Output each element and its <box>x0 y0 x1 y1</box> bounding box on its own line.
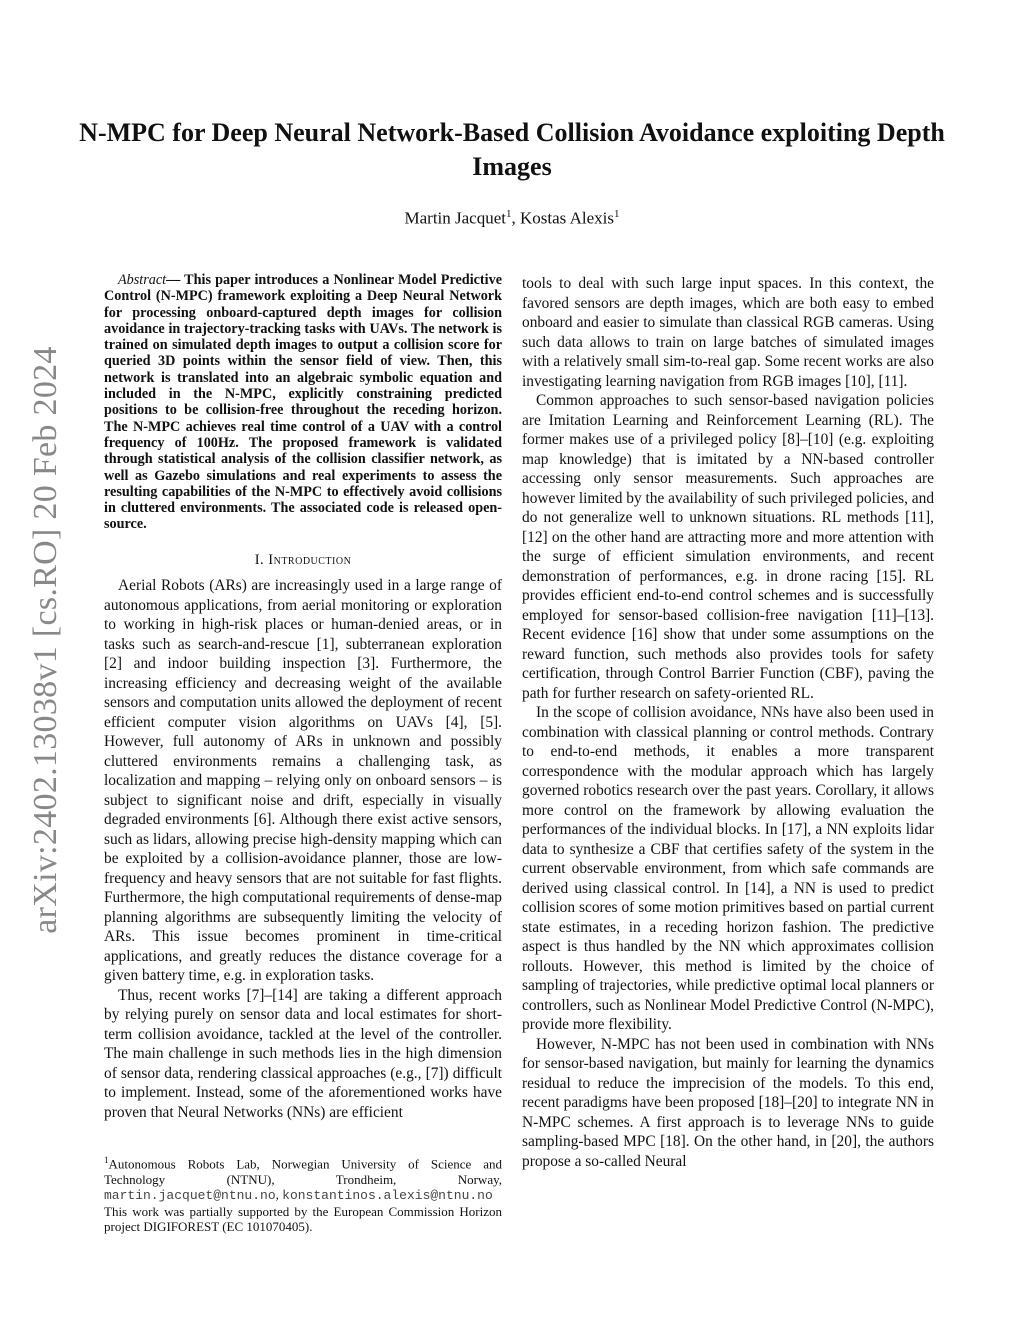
left-column <box>104 272 502 1122</box>
body-paragraph: tools to deal with such large input spaces. In this context, the favored sensors are depth images, which are both easy to embed onboard and easier to simulate than classical RGB cameras. Using such data allows to train on large batches of simulated images with a relatively small sim-to-real gap. Some recent works are also investigating learning navigation from RGB images [10], [11]. <box>522 275 934 390</box>
abstract <box>104 272 502 533</box>
abstract-label: Abstract <box>118 272 167 288</box>
abstract-text: This paper introduces a Nonlinear Model Predictive Control (N-MPC) framework exploiting a Deep Neural Network for processing onboard-captured depth images for collision avoidance in trajectory-tracking tasks with UAVs. The network is trained on simulated depth images to output a collision score for queried 3D points within the sensor field of view. Then, this network is translated into an algebraic symbolic equation and included in the N-MPC, explicitly constraining predicted positions to be collision-free throughout the receding horizon. The N-MPC achieves real time control of a UAV with a control frequency of 100Hz. The proposed framework is validated through statistical analysis of the collision classifier network, as well as Gazebo simulations and real experiments to assess the resulting capabilities of the N-MPC to effectively avoid collisions in cluttered environments. The associated code is released open-source. <box>104 272 502 533</box>
author-name: , Kostas Alexis <box>511 208 614 228</box>
body-paragraph: However, N-MPC has not been used in combination with NNs for sensor-based navigation, but mainly for learning the dynamics residual to reduce the imprecision of the models. To this end, recent paradigms have been proposed [18]–[20] to integrate NN in N-MPC schemes. A first approach is to leverage NNs to guide sampling-based MPC [18]. On the other hand, in [20], the authors propose a so-called Neural <box>522 1035 934 1170</box>
right-column <box>522 274 934 1171</box>
footnote-comma: , <box>275 1187 279 1203</box>
author-list <box>0 208 1024 229</box>
email-link[interactable]: martin.jacquet@ntnu.no <box>104 1188 276 1204</box>
affiliation-mark: 1 <box>613 208 620 220</box>
abstract-dash: — <box>166 272 181 288</box>
arxiv-identifier: arXiv:2402.13038v1 [cs.RO] 20 Feb 2024 <box>27 346 64 934</box>
funding-note: This work was partially supported by the European Commission Horizon project DIGIFOREST (EC 101070405). <box>104 1203 502 1235</box>
affiliation-footnote <box>104 1153 502 1204</box>
footnote <box>104 1153 502 1235</box>
footnote-mark: 1 <box>104 1155 109 1165</box>
body-paragraph: Aerial Robots (ARs) are increasingly used in a large range of autonomous applications, from aerial monitoring or exploration to working in high-risk places or human-denied areas, or in tasks such as search-and-rescue [1], subterranean exploration [2] and indoor building inspection [3]. Furthermore, the increasing efficiency and decreasing weight of the available sensors and computation units allowed the deployment of recent efficient computer vision algorithms on UAVs [4], [5]. However, full autonomy of ARs in unknown and possibly cluttered environments remains a challenging task, as localization and mapping – relying only on onboard sensors – is subject to significant noise and drift, especially in visually degraded environments [6]. Although there exist active sensors, such as lidars, allowing precise high-density mapping which can be exploited by a collision-avoidance planner, those are low-frequency and heavy sensors that are not suitable for fast flights. Furthermore, the high computational requirements of dense-map planning algorithms are subsequently limiting the velocity of ARs. This issue becomes prominent in time-critical applications, and greatly reduces the distance coverage for a given battery time, e.g. in exploration tasks. <box>104 577 502 985</box>
body-paragraph: Common approaches to such sensor-based navigation policies are Imitation Learning and Reinforcement Learning (RL). The former makes use of a privileged policy [8]–[10] (e.g. exploiting map knowledge) that is imitated by a NN-based controller accessing only sensor measurements. Such approaches are however limited by the availability of such privileged policies, and do not generalize well to unknown situations. RL methods [11], [12] on the other hand are attracting more and more attention with the surge of efficient simulation environments, and recent demonstration of performances, e.g. in drone racing [15]. RL provides efficient end-to-end control schemes and is successfully employed for sensor-based collision-free navigation [11]–[13]. Recent evidence [16] show that under some assumptions on the reward function, such methods also provides tools for safety certification, through Control Barrier Function (CBF), paving the path for further research on safety-oriented RL. <box>522 392 935 702</box>
affiliation-text: Autonomous Robots Lab, Norwegian University of Science and Technology (NTNU), Trondheim, Norway, <box>104 1156 502 1187</box>
author-name: Martin Jacquet <box>404 208 506 228</box>
affiliation-mark: 1 <box>506 208 512 220</box>
body-paragraph: In the scope of collision avoidance, NNs have also been used in combination with classical planning or control methods. Contrary to end-to-end methods, it enables a more transparent correspondence with the modular approach which has largely governed robotics research over the past years. Corollary, it allows more control on the framework by allowing evaluation the performances of the individual blocks. In [17], a NN exploits lidar data to synthesize a CBF that certifies safety of the system in the current observable environment, from which safe commands are derived using classical control. In [14], a NN is used to predict collision scores of some motion primitives based on partial current state estimates, in a receding horizon fashion. The predictive aspect is thus handled by the NN which approximates collision rollouts. However, this method is limited by the choice of sampling of trajectories, while predictive optimal local planners or controllers, such as Nonlinear Model Predictive Control (N-MPC), provide more flexibility. <box>522 704 934 1033</box>
body-paragraph: Thus, recent works [7]–[14] are taking a different approach by relying purely on sensor data and local estimates for short-term collision avoidance, tackled at the level of the controller. The main challenge in such methods lies in the high dimension of sensor data, rendering classical approaches (e.g., [7]) difficult to implement. Instead, some of the aforementioned works have proven that Neural Networks (NNs) are efficient <box>104 986 502 1121</box>
email-link[interactable]: konstantinos.alexis@ntnu.no <box>282 1188 493 1204</box>
section-heading: I. Introduction <box>254 551 352 568</box>
paper-title: N-MPC for Deep Neural Network-Based Collision Avoidance exploiting Depth Images <box>79 118 945 181</box>
